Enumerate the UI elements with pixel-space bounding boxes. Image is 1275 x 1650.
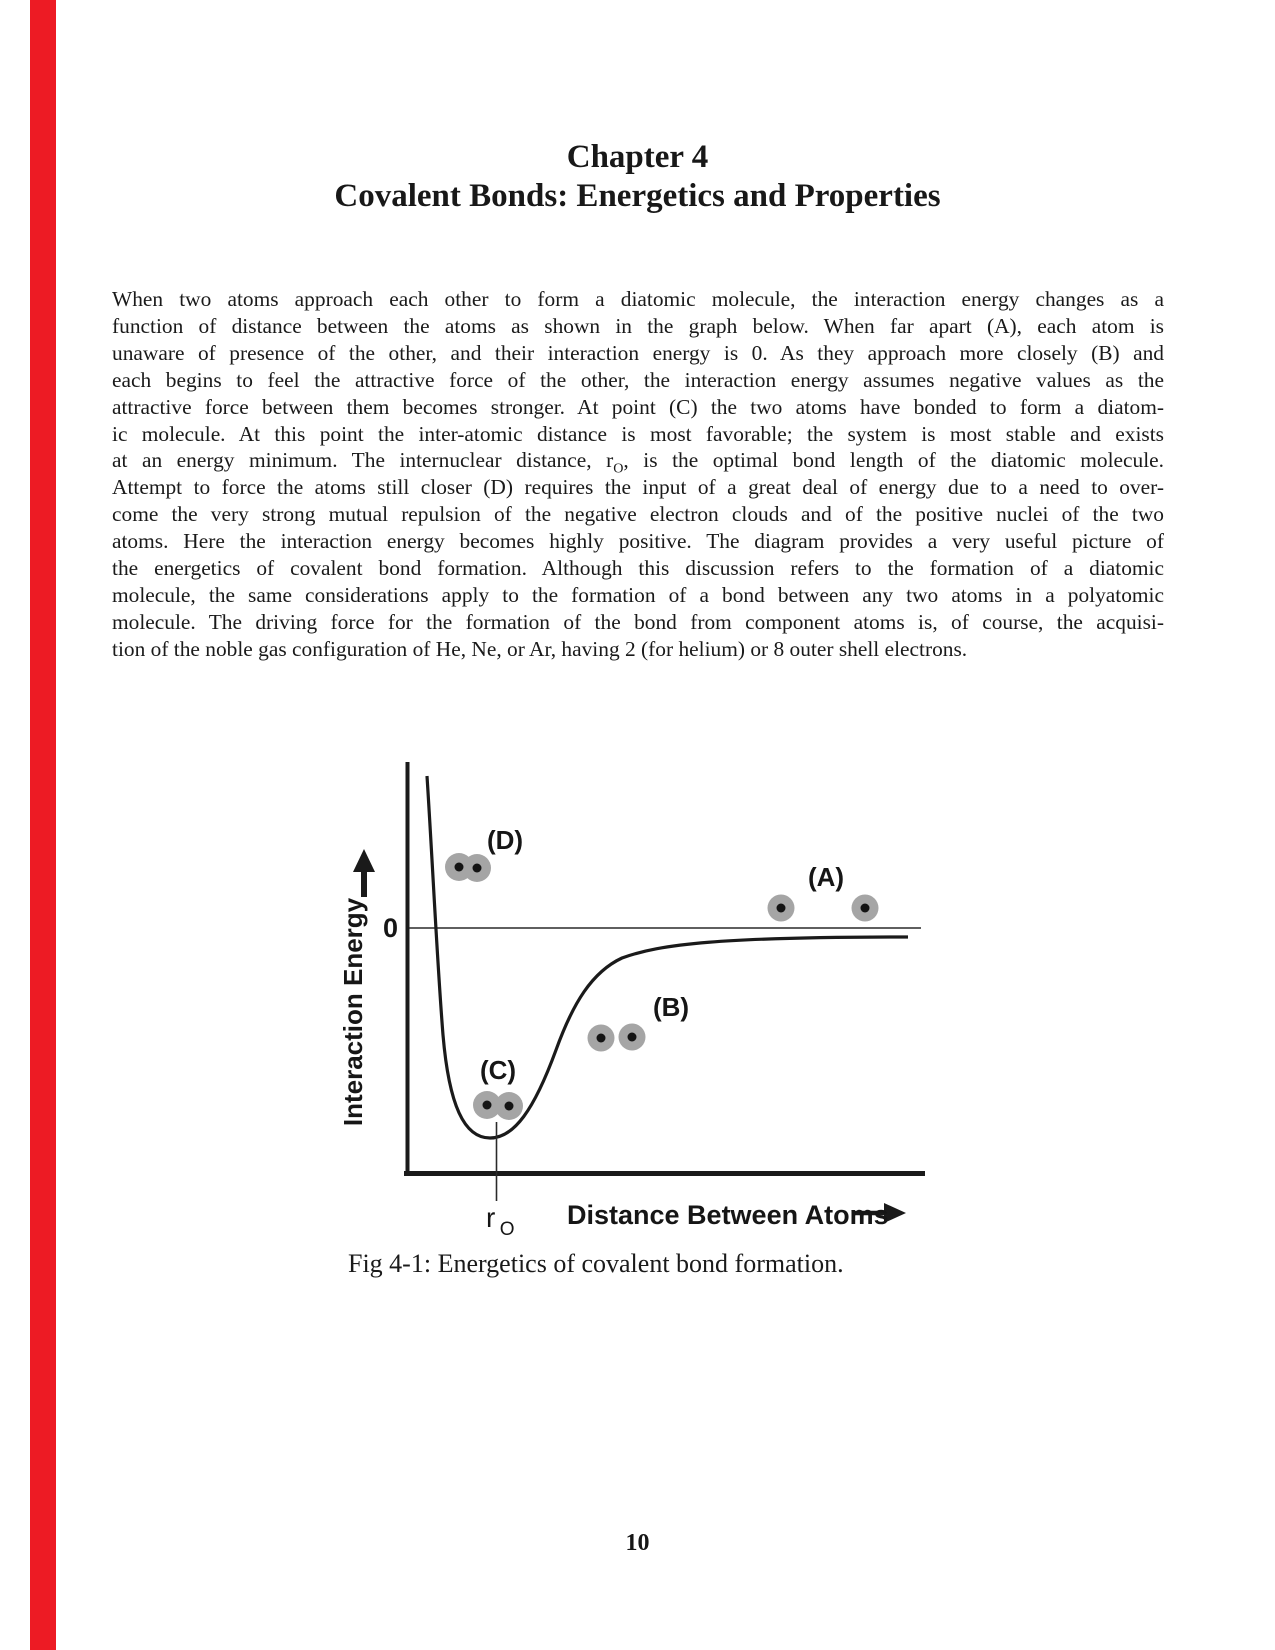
paragraph-line: Attempt to force the atoms still closer (D) requires the input of a great deal of energy due to a need to over- bbox=[112, 475, 1164, 500]
paragraph-line: at an energy minimum. The internuclear distance, $r_O$, is the optimal bond length of the diatomic molecule. bbox=[112, 448, 1164, 477]
paragraph-line: come the very strong mutual repulsion of the negative electron clouds and of the positive nuclei of the two bbox=[112, 502, 1164, 527]
bonded-molecule-c bbox=[473, 1091, 523, 1120]
paragraph-line: ic molecule. At this point the inter-atomic distance is most favorable; the system is most stable and exists bbox=[112, 421, 1164, 446]
figure-4-1-energy-diagram bbox=[320, 700, 960, 1250]
paragraph-line: tion of the noble gas configuration of He, Ne, or Ar, having 2 (for helium) or 8 outer shell electrons. bbox=[112, 636, 968, 661]
zero-tick-label: 0 bbox=[382, 913, 398, 943]
paragraph-line: atoms. Here the interaction energy becomes highly positive. The diagram provides a very useful picture of bbox=[112, 529, 1164, 554]
paragraph-line: function of distance between the atoms as shown in the graph below. When far apart (A), each atom is bbox=[112, 313, 1164, 338]
paragraph-line: attractive force between them becomes stronger. At point (C) the two atoms have bonded to form a diatom- bbox=[112, 394, 1164, 419]
label-d: (D) bbox=[486, 825, 524, 855]
molecule-pair-d bbox=[445, 853, 491, 882]
paragraph-line: each begins to feel the attractive force of the other, the interaction energy assumes negative values as the bbox=[112, 367, 1164, 392]
figure-caption: Fig 4-1: Energetics of covalent bond formation. bbox=[348, 1249, 844, 1278]
label-a: (A) bbox=[807, 862, 845, 892]
chapter-number-line: Chapter 4 bbox=[566, 139, 709, 175]
page-number: 10 bbox=[625, 1530, 650, 1556]
chapter-title bbox=[0, 138, 1275, 216]
y-axis-label: Interaction Energy bbox=[338, 897, 368, 1127]
paragraph-line: the energetics of covalent bond formation. Although this discussion refers to the formation of a diatomic bbox=[112, 556, 1164, 581]
y-axis-up-arrow-icon bbox=[353, 849, 375, 897]
label-b: (B) bbox=[652, 992, 690, 1022]
approaching-atoms-b bbox=[588, 1024, 646, 1052]
body-paragraph bbox=[112, 286, 1164, 663]
paragraph-line: molecule. The driving force for the formation of the bond from component atoms is, of course, the acquisi- bbox=[112, 609, 1164, 634]
separated-atoms-a bbox=[768, 895, 879, 922]
chapter-name-line: Covalent Bonds: Energetics and Properties bbox=[334, 178, 941, 214]
paragraph-line: molecule, the same considerations apply to the formation of a bond between any two atoms in a polyatomic bbox=[112, 582, 1164, 607]
label-c: (C) bbox=[479, 1055, 517, 1085]
x-axis-label: Distance Between Atoms bbox=[567, 1200, 889, 1230]
paragraph-line: unaware of presence of the other, and their interaction energy is 0. As they approach more closely (B) and bbox=[112, 340, 1164, 365]
paragraph-line: When two atoms approach each other to form a diatomic molecule, the interaction energy changes as a bbox=[112, 287, 1164, 311]
r0-label: r O bbox=[486, 1202, 515, 1240]
page-edge-red-bar bbox=[30, 0, 56, 1650]
